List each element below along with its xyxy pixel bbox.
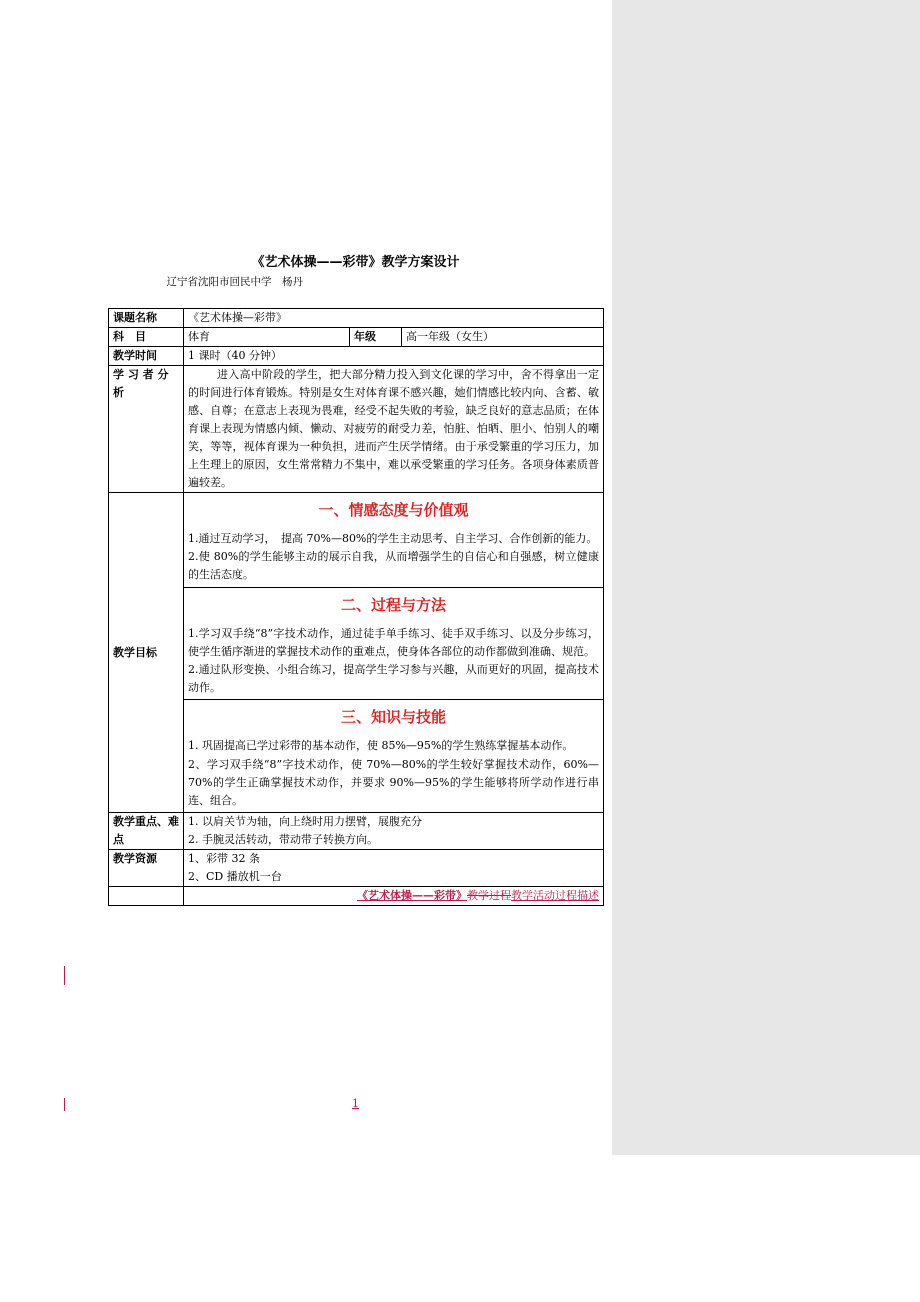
course-value: 《艺术体操—彩带》 <box>184 309 604 328</box>
author-line: 辽宁省沈阳市回民中学 杨丹 <box>166 276 303 288</box>
row-goal-3 <box>109 700 604 813</box>
grade-value: 高一年级（女生） <box>402 328 604 347</box>
subject-value: 体育 <box>184 328 350 347</box>
keypoints-label: 教学重点、难点 <box>109 813 184 850</box>
process-empty-cell <box>109 887 184 906</box>
row-keypoints <box>109 813 604 850</box>
change-bar <box>64 1098 65 1111</box>
row-process <box>109 887 604 906</box>
lesson-plan-table <box>108 308 604 906</box>
row-goal-2 <box>109 587 604 700</box>
goal-item: 1. 巩固提高已学过彩带的基本动作，使 85%—95%的学生熟练掌握基本动作。 <box>188 739 574 753</box>
row-time <box>109 347 604 366</box>
keypoint-item: 1. 以肩关节为轴，向上绕时用力摆臂，展腹充分 <box>188 815 422 829</box>
analysis-text: 进入高中阶段的学生，把大部分精力投入到文化课的学习中，舍不得拿出一定的时间进行体育锻炼。特别是女生对体育课不感兴趣，她们情感比较内向、含蓄、敏感、自尊；在意志上表现为畏难，经受不起失败的考验，缺乏良好的意志品质；在体育课上表现为情感内倾、懒动、对疲劳的耐受力差，怕脏、怕晒、胆小、怕别人的嘲笑，等等，视体育课为一种负担，进而产生厌学情绪。由于承受繁重的学习压力，加上生理上的原因，女生常常精力不集中，难以承受繁重的学习任务。各项身体素质普遍较差。 <box>184 366 604 493</box>
process-title: 《艺术体操——彩带》 <box>357 889 467 903</box>
change-bar <box>64 966 65 985</box>
goal-section <box>184 493 604 588</box>
row-resources <box>109 850 604 887</box>
resource-item: 1、彩带 32 条 <box>188 852 260 866</box>
page-number: 1 <box>352 1097 359 1110</box>
grade-label: 年级 <box>350 328 402 347</box>
goal-item: 2.使 80%的学生能够主动的展示自我，从而增强学生的自信心和自强感，树立健康的生活态度。 <box>188 550 599 582</box>
inserted-text: 教学活动过程描述 <box>511 889 599 903</box>
analysis-label: 学 习 者 分 析 <box>109 366 184 493</box>
goals-label: 教学目标 <box>109 493 184 813</box>
keypoints-value <box>184 813 604 850</box>
course-label: 课题名称 <box>109 309 184 328</box>
goal-section <box>184 587 604 700</box>
time-label: 教学时间 <box>109 347 184 366</box>
comment-pane <box>612 0 920 1155</box>
goal-section <box>184 700 604 813</box>
subject-label: 科 目 <box>109 328 184 347</box>
resources-value <box>184 850 604 887</box>
goal-heading: 二、过程与方法 <box>340 595 446 614</box>
goal-heading: 三、知识与技能 <box>340 708 446 727</box>
process-revision <box>184 887 604 906</box>
goal-item: 2.通过队形变换、小组合练习，提高学生学习参与兴趣，从而更好的巩固，提高技术动作。 <box>188 663 599 695</box>
deleted-text: 教学过程 <box>467 889 511 903</box>
row-course <box>109 309 604 328</box>
goal-item: 1.学习双手绕“8”字技术动作，通过徒手单手练习、徒手双手练习、以及分步练习，使学生循序渐进的掌握技术动作的重难点，使身体各部位的动作都做到准确、规范。 <box>188 626 599 658</box>
time-value: 1 课时（40 分钟） <box>184 347 604 366</box>
row-goal-1 <box>109 493 604 588</box>
goal-item: 2、学习双手绕“8”字技术动作，使 70%—80%的学生较好掌握技术动作，60%—70%的学生正确掌握技术动作，并要求 90%—95%的学生能够将所学动作进行串连、组合。 <box>188 757 599 808</box>
keypoint-item: 2. 手腕灵活转动，带动带子转换方向。 <box>188 833 378 847</box>
resources-label: 教学资源 <box>109 850 184 887</box>
row-analysis <box>109 366 604 493</box>
resource-item: 2、CD 播放机一台 <box>188 870 282 884</box>
row-subject <box>109 328 604 347</box>
goal-heading: 一、情感态度与价值观 <box>318 501 469 519</box>
document-title: 《艺术体操——彩带》教学方案设计 <box>251 255 460 270</box>
goal-item: 1.通过互动学习， 提高 70%—80%的学生主动思考、自主学习、合作创新的能力。 <box>188 532 598 545</box>
